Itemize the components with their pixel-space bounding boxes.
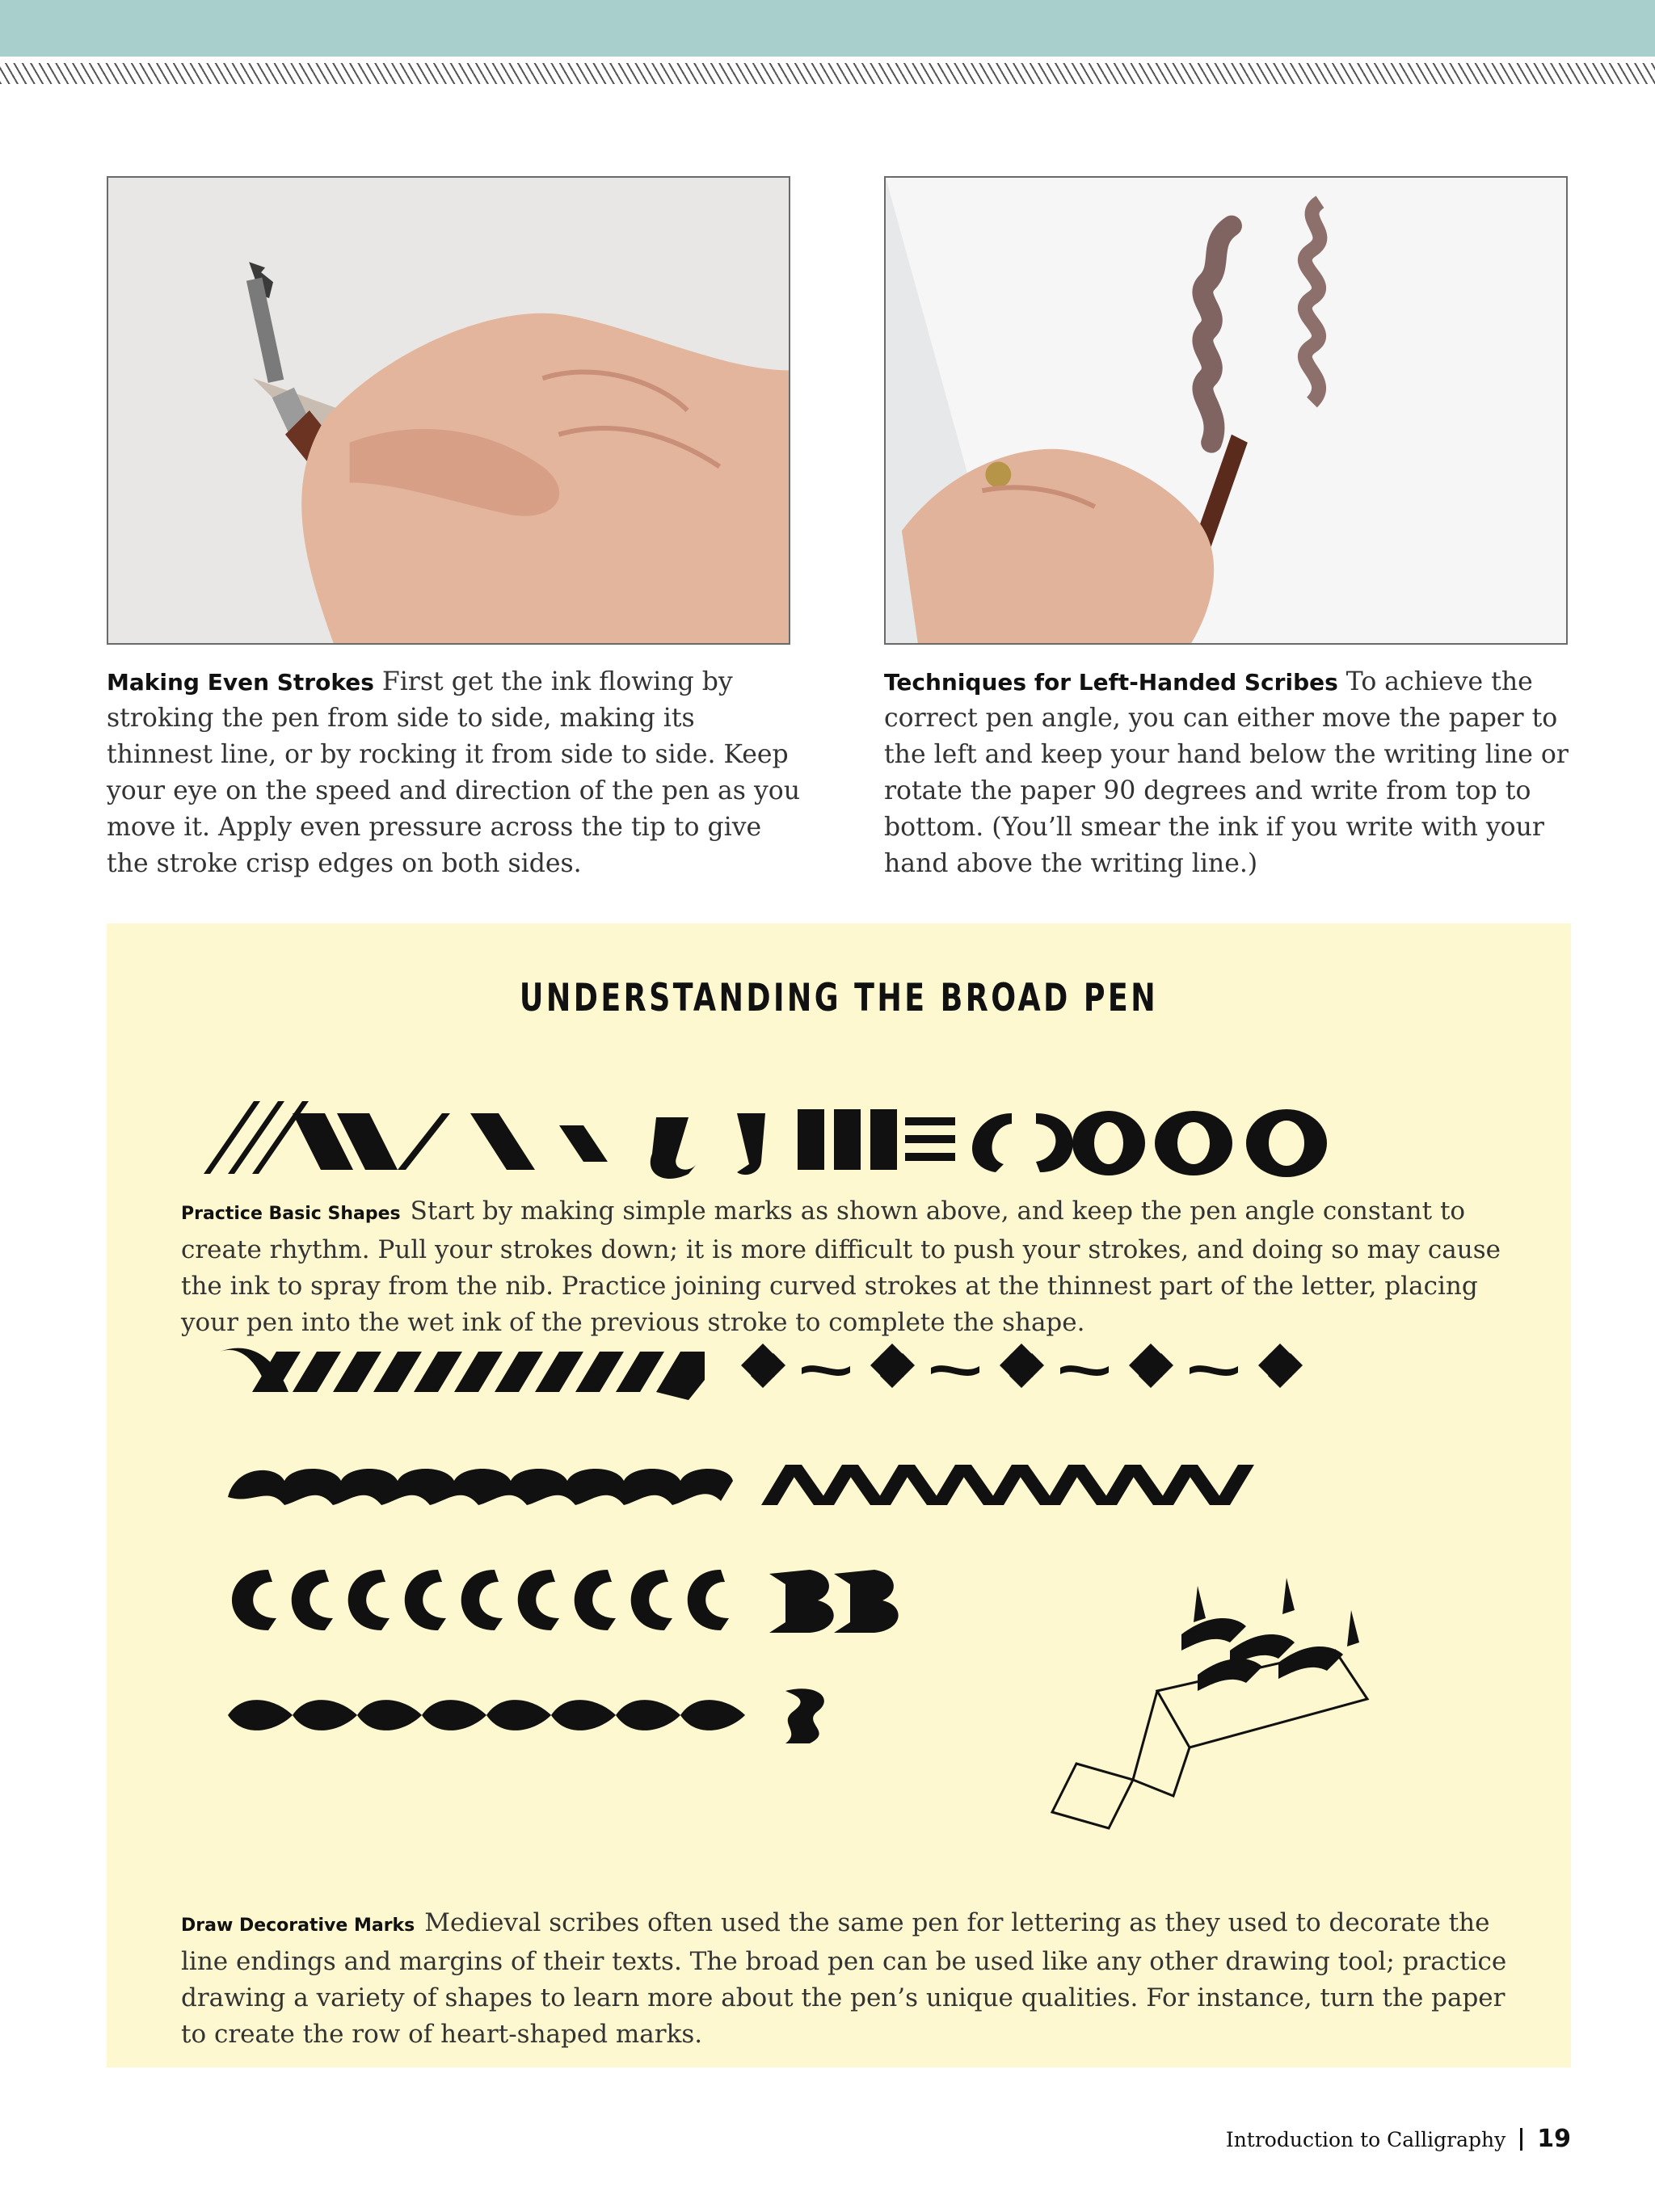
caption-title: Techniques for Left-Handed Scribes <box>884 669 1338 696</box>
caption-text: To achieve the correct pen angle, you can either move the paper to the left and keep your hand below the writing line or rotate the paper 90 degrees and write from top to bottom. (You’ll smear the ink if you write with your hand above the writing line.) <box>884 667 1569 878</box>
draw-decorative-marks-text <box>181 1905 1522 2053</box>
s-mark <box>785 1688 824 1743</box>
heart-row <box>228 1700 745 1730</box>
decorative-label: Draw Decorative Marks <box>181 1916 415 1936</box>
top-color-band <box>0 0 1655 57</box>
panel-title: UNDERSTANDING THE BROAD PEN <box>519 976 1159 1020</box>
practice-basic-shapes-text <box>181 1193 1522 1341</box>
pen-nib-strokes <box>1181 1578 1359 1691</box>
c-row <box>232 1570 729 1630</box>
photo-making-even-strokes <box>107 176 790 645</box>
wave-row <box>228 1469 733 1505</box>
decorative-marks-illustration <box>107 1344 1571 1877</box>
zigzag-row <box>761 1465 1254 1505</box>
caption-text: First get the ink flowing by stroking the pen from side to side, making its thinnest line, or by rocking it from side to side. Keep your eye on the speed and direction of the pen as you move it. Apply even pressure across the tip to give the stroke crisp edges on both sides. <box>107 667 801 878</box>
decorative-body: Medieval scribes often used the same pen for lettering as they used to decorate the line endings and margins of their texts. The broad pen can be used like any other drawing tool; practice drawing a variety of shapes to learn more about the pen’s unique qualities. For instance, turn the paper to create the row of heart-shaped marks. <box>181 1908 1507 2049</box>
caption-making-even-strokes <box>107 664 802 882</box>
photo-left-handed-scribe <box>884 176 1568 645</box>
b-shapes <box>769 1570 899 1633</box>
basic-strokes-illustration <box>204 1069 1561 1182</box>
broad-pen-panel <box>107 923 1571 2067</box>
minim-row <box>220 1348 705 1400</box>
practice-label: Practice Basic Shapes <box>181 1204 401 1224</box>
caption-title: Making Even Strokes <box>107 669 374 696</box>
practice-body: Start by making simple marks as shown above, and keep the pen angle constant to create rhythm. Pull your strokes down; it is more difficult to push your strokes, and doing so may cause the ink to spray from the nib. Practice joining curved strokes at the thinnest part of the letter, placing your pen into the wet ink of the previous stroke to complete the shape. <box>181 1196 1501 1337</box>
caption-left-handed-scribes <box>884 664 1579 882</box>
book-title: Introduction to Calligraphy <box>1225 2128 1506 2151</box>
page-number: 19 <box>1537 2125 1571 2153</box>
footer-separator <box>1520 2128 1522 2151</box>
hatched-rule <box>0 63 1655 84</box>
page-footer <box>1226 2125 1571 2153</box>
diamond-row <box>741 1344 1303 1388</box>
